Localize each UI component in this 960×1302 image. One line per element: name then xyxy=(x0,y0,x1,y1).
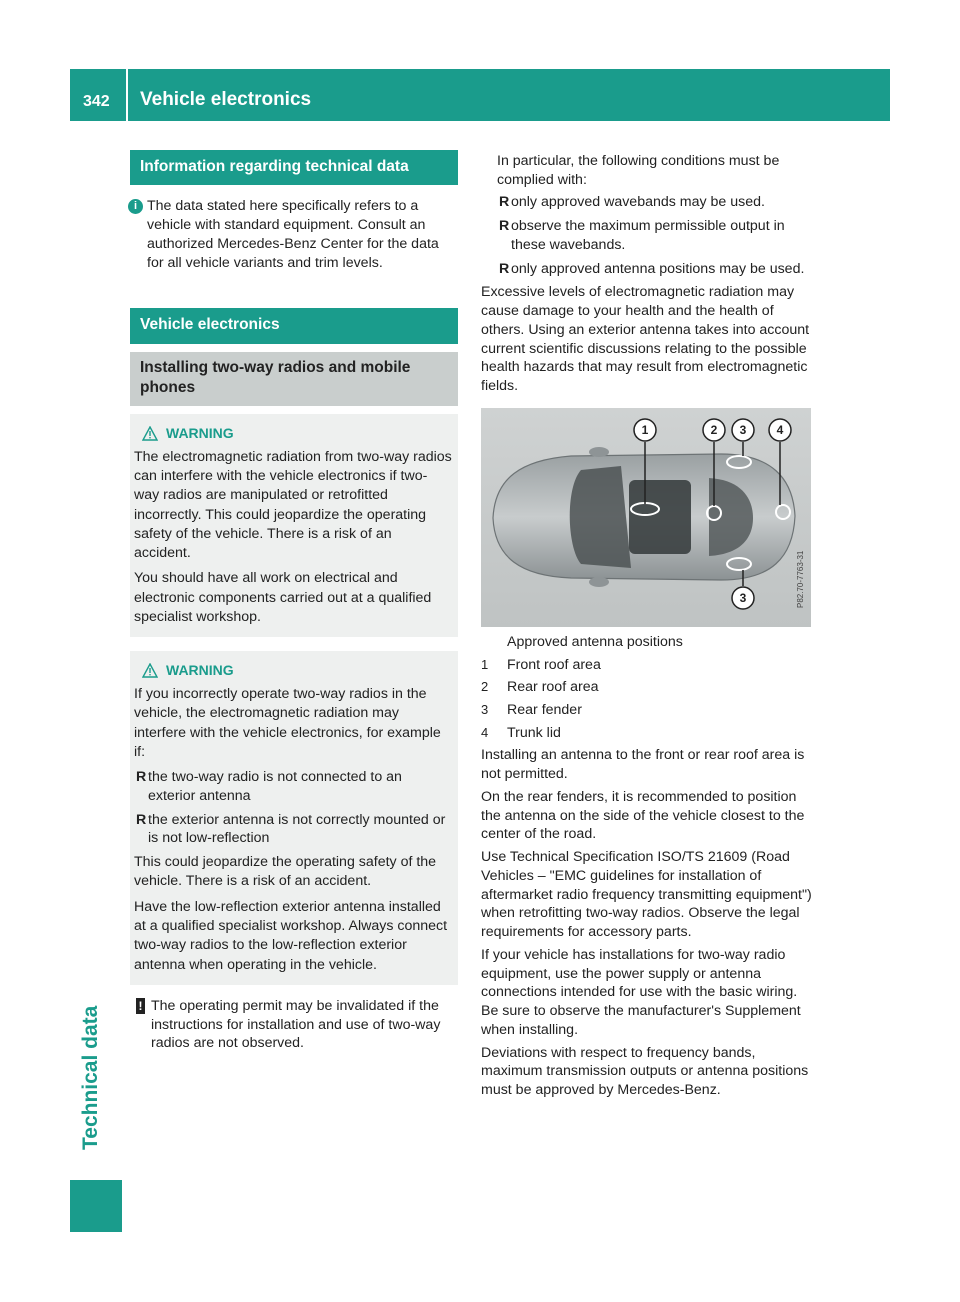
subsection-title: Installing two-way radios and mobile phones xyxy=(130,352,458,406)
side-tab-label: Technical data xyxy=(79,1005,102,1150)
figure-label: 3 xyxy=(739,590,747,605)
legend-item: 4 Trunk lid xyxy=(481,724,561,741)
exclamation-icon: ! xyxy=(136,998,145,1014)
bullet-icon: R xyxy=(499,218,510,235)
figure-label: 1 xyxy=(641,422,649,437)
figure-caption: Approved antenna positions xyxy=(507,633,683,650)
list-item: R the two-way radio is not connected to an exterior antenna xyxy=(136,769,402,804)
figure-label: 4 xyxy=(776,422,784,437)
warning-text: Have the low-reflection exterior antenna installed at a qualified specialist workshop. Always connect two-way radios to the low-reflection exterior antenna when operating in the vehicle. xyxy=(134,898,448,973)
warning-text: This could jeopardize the operating safety of the vehicle. There is a risk of an accident. xyxy=(134,854,437,890)
warning-text: You should have all work on electrical and electronic components carried out at a qualified specialist workshop. xyxy=(134,570,432,626)
legend-item: 1 Front roof area xyxy=(481,656,601,673)
info-note-text: The data stated here specifically refers to a vehicle with standard equipment. Consult an authorized Mercedes-Benz Center for the data for all vehicle variants and trim levels. xyxy=(147,198,439,271)
caution-note-text: The operating permit may be invalidated if the instructions for installation and use of two-way radios are not observed. xyxy=(151,997,441,1052)
caution-note xyxy=(130,997,458,1053)
info-note xyxy=(130,197,458,272)
paragraph: On the rear fenders, it is recommended to position the antenna on the side of the vehicle closest to the center of the road. xyxy=(481,788,805,843)
legend-item: 2 Rear roof area xyxy=(481,679,599,696)
figure-code: P82.70-7763-31 xyxy=(796,550,805,608)
bullet-icon: R xyxy=(499,260,510,277)
paragraph: Deviations with respect to frequency bands, maximum transmission outputs or antenna positions must be approved by Mercedes-Benz. xyxy=(481,1044,809,1098)
car-top-view-illustration xyxy=(481,408,811,627)
warning-label: WARNING xyxy=(166,662,234,679)
list-item: R only approved antenna positions may be used. xyxy=(499,260,805,277)
bullet-icon: R xyxy=(136,811,147,828)
legend-number: 3 xyxy=(481,702,489,718)
warning-text: The electromagnetic radiation from two-way radios can interfere with the vehicle electronics if two-way radios are manipulated or retrofitted incorrectly. This could jeopardize the operating safety of the vehicle. There is a risk of an accident. xyxy=(134,448,452,562)
header-separator xyxy=(126,69,128,121)
side-tab-block xyxy=(70,1180,122,1232)
paragraph: Use Technical Specification ISO/TS 21609 (Road Vehicles – "EMC guidelines for installation of aftermarket radio frequency transmitting equipment") when retrofitting two-way radios. Observe the legal requirements for accessory parts. xyxy=(481,849,812,941)
figure-caption-row xyxy=(481,633,813,652)
warning-heading xyxy=(134,424,452,442)
legend-number: 4 xyxy=(481,724,489,740)
antenna-positions-figure xyxy=(481,408,811,627)
list-item: R only approved wavebands may be used. xyxy=(499,194,765,211)
intro-text: In particular, the following conditions must be complied with: xyxy=(497,153,780,188)
legend-number: 2 xyxy=(481,679,489,695)
figure-label: 2 xyxy=(710,422,718,437)
legend-number: 1 xyxy=(481,656,489,672)
warning-box-1 xyxy=(130,414,458,637)
info-icon: i xyxy=(128,199,143,214)
warning-triangle-icon xyxy=(142,663,158,678)
figure-label: 3 xyxy=(739,422,747,437)
legend-item: 3 Rear fender xyxy=(481,702,582,719)
right-column xyxy=(481,152,813,1104)
bullet-icon: R xyxy=(136,769,147,786)
page-title: Vehicle electronics xyxy=(140,89,312,110)
warning-box-2 xyxy=(130,651,458,985)
warning-label: WARNING xyxy=(166,425,234,442)
section-title: Vehicle electronics xyxy=(130,308,458,343)
list-item: R observe the maximum permissible output in these wavebands. xyxy=(499,218,785,253)
info-section-title: Information regarding technical data xyxy=(130,150,458,185)
page-number: 342 xyxy=(83,93,110,110)
bullet-icon: R xyxy=(499,194,510,211)
paragraph: Excessive levels of electromagnetic radiation may cause damage to your health and the health of others. Using an exterior antenna takes into account current scientific discussions relating to the possible health hazards that may result from electromagnetic fields. xyxy=(481,284,810,395)
warning-heading xyxy=(134,661,452,679)
warning-triangle-icon xyxy=(142,426,158,441)
left-column xyxy=(130,150,458,1053)
paragraph: Installing an antenna to the front or rear roof area is not permitted. xyxy=(481,747,805,783)
warning-text: If you incorrectly operate two-way radios in the vehicle, the electromagnetic radiation may interfere with the vehicle electronics, for example if: xyxy=(134,685,441,760)
paragraph: If your vehicle has installations for two-way radio equipment, use the power supply or antenna connections intended for use with the basic wiring. Be sure to observe the manufacturer's Supplement when installing. xyxy=(481,946,801,1038)
list-item: R the exterior antenna is not correctly mounted or is not low-reflection xyxy=(136,811,446,847)
